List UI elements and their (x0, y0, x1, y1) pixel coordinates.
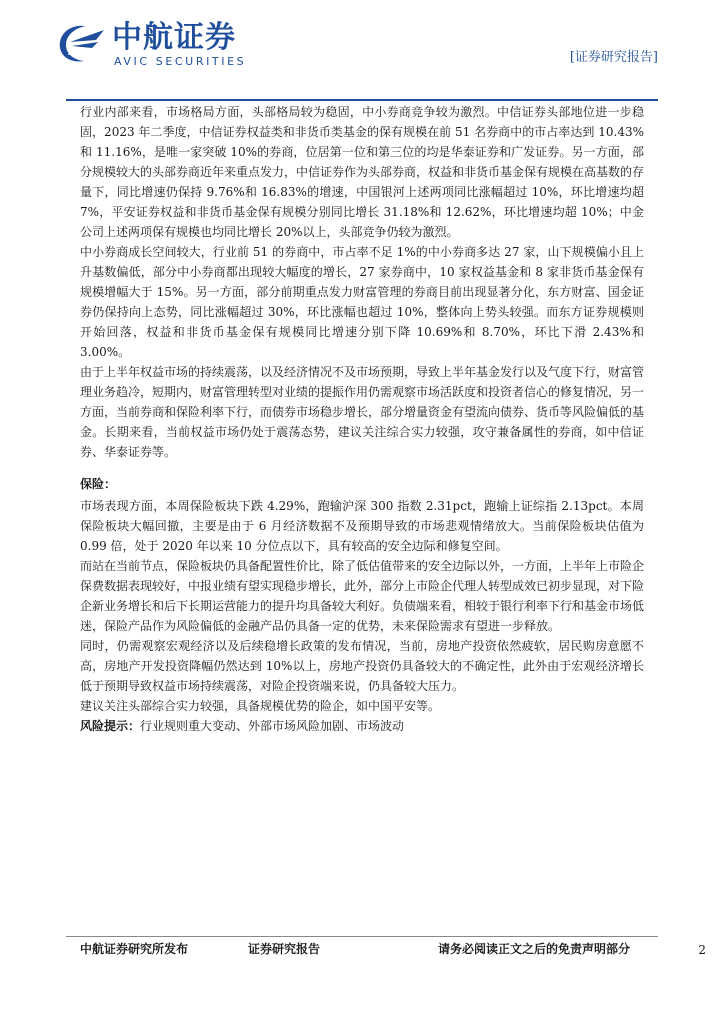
page-header (0, 0, 724, 100)
header-divider (66, 99, 658, 101)
risk-warning (80, 716, 644, 736)
footer-disclaimer-note: 请务必阅读正文之后的免责声明部分 (438, 942, 631, 956)
avic-logo-icon (56, 22, 108, 64)
page-number: 2 (698, 943, 706, 957)
footer-publisher: 中航证券研究所发布 (80, 942, 189, 956)
insurance-paragraph-1: 市场表现方面，本周保险板块下跌 4.29%，跑输沪深 300 指数 2.31pct，跑输上证综指 2.13pct。本周保险板块大幅回撤，主要是由于 6 月经济数据不及预期导致的市场悲观情绪放大。当前保险板块估值为 0.99 倍，处于 2020 年以来 10 分位点以下，具有较高的安全边际和修复空间。 (80, 499, 644, 553)
report-type-tag: [证券研究报告] (569, 50, 658, 65)
risk-label: 风险提示： (80, 719, 141, 733)
risk-text: 行业规则重大变动、外部市场风险加剧、市场波动 (140, 719, 405, 733)
insurance-recommendation: 建议关注头部综合实力较强，具备规模优势的险企，如中国平安等。 (80, 699, 441, 713)
insurance-paragraph-3: 同时，仍需观察宏观经济以及后续稳增长政策的发布情况，当前，房地产投资依然疲软，居民购房意愿不高，房地产开发投资降幅仍然达到 10%以上，房地产投资仍具备较大的不确定性，此外由于宏观经济增长低于预期导致权益市场持续震荡，对险企投资端来说，仍具备较大压力。 (80, 639, 644, 693)
brokerage-paragraph-2: 中小券商成长空间较大，行业前 51 的券商中，市占率不足 1%的中小券商多达 27 家，山下规模偏小且上升基数偏低，部分中小券商都出现较大幅度的增长，27 家券商中，10 家权益基金和 8 家非货币基金保有规模增幅大于 15%。另一方面，部分前期重点发力财富管理的券商目前出现显著分化，东方财富、国金证券仍保持向上态势，同比涨幅超过 30%，环比涨幅也超过 10%，整体向上势头较强。而东方证券规模则开始回落，权益和非货币基金保有规模同比增速分别下降 10.69%和 8.70%，环比下滑 2.43%和 3.00%。 (80, 245, 644, 359)
brand-name-cn: 中航证券 (112, 20, 236, 55)
report-body (80, 102, 644, 736)
insurance-paragraph-2: 而站在当前节点，保险板块仍具备配置性价比，除了低估值带来的安全边际以外，一方面，上半年上市险企保费数据表现较好，中报业绩有望实现稳步增长，此外，部分上市险企代理人转型成效已初步显现，对下险企新业务增长和后下长期运营能力的提升均具备较大利好。负债端来看，相较于银行利率下行和基金市场低迷，保险产品作为风险偏低的金融产品仍具备一定的优势，未来保险需求有望进一步释放。 (80, 559, 645, 633)
footer-divider (66, 936, 658, 937)
brand-name-en: AVIC SECURITIES (114, 55, 247, 68)
brokerage-paragraph-3: 由于上半年权益市场的持续震荡，以及经济情况不及市场预期，导致上半年基金发行以及气度下行，财富管理业务趋冷，短期内，财富管理转型对业绩的提振作用仍需观察市场活跃度和投资者信心的修复情况，另一方面，当前券商和保险利率下行，而债券市场稳步增长，部分增量资金有望流向债券、货币等风险偏低的基金。长期来看，当前权益市场仍处于震荡态势，建议关注综合实力较强，攻守兼备属性的券商，如中信证券、华泰证券等。 (80, 365, 645, 459)
logo-text: AVIC (68, 49, 87, 57)
footer-report-type: 证券研究报告 (248, 942, 321, 956)
brokerage-paragraph-1: 行业内部来看，市场格局方面，头部格局较为稳固，中小券商竞争较为激烈。中信证券头部地位进一步稳固，2023 年二季度，中信证券权益类和非货币类基金的保有规模在前 51 名券商中的市占率达到 10.43%和 11.16%，是唯一家突破 10%的券商，位居第一位和第三位的均是华泰证券和广发证券。另一方面，部分规模较大的头部券商近年来重点发力，中信证券作为头部券商，权益和非货币基金保有规模在高基数的存量下，同比增速仍保持 9.76%和 16.83%的增速，中国银河上述两项同比涨幅超过 10%，环比增速均超 7%，平安证券权益和非货币基金保有规模分别同比增长 31.18%和 12.62%，环比增速均超 10%；中金公司上述两项保有规模也均同比增长 20%以上，头部竞争仍较为激烈。 (80, 105, 645, 239)
insurance-heading: 保险： (80, 477, 117, 491)
